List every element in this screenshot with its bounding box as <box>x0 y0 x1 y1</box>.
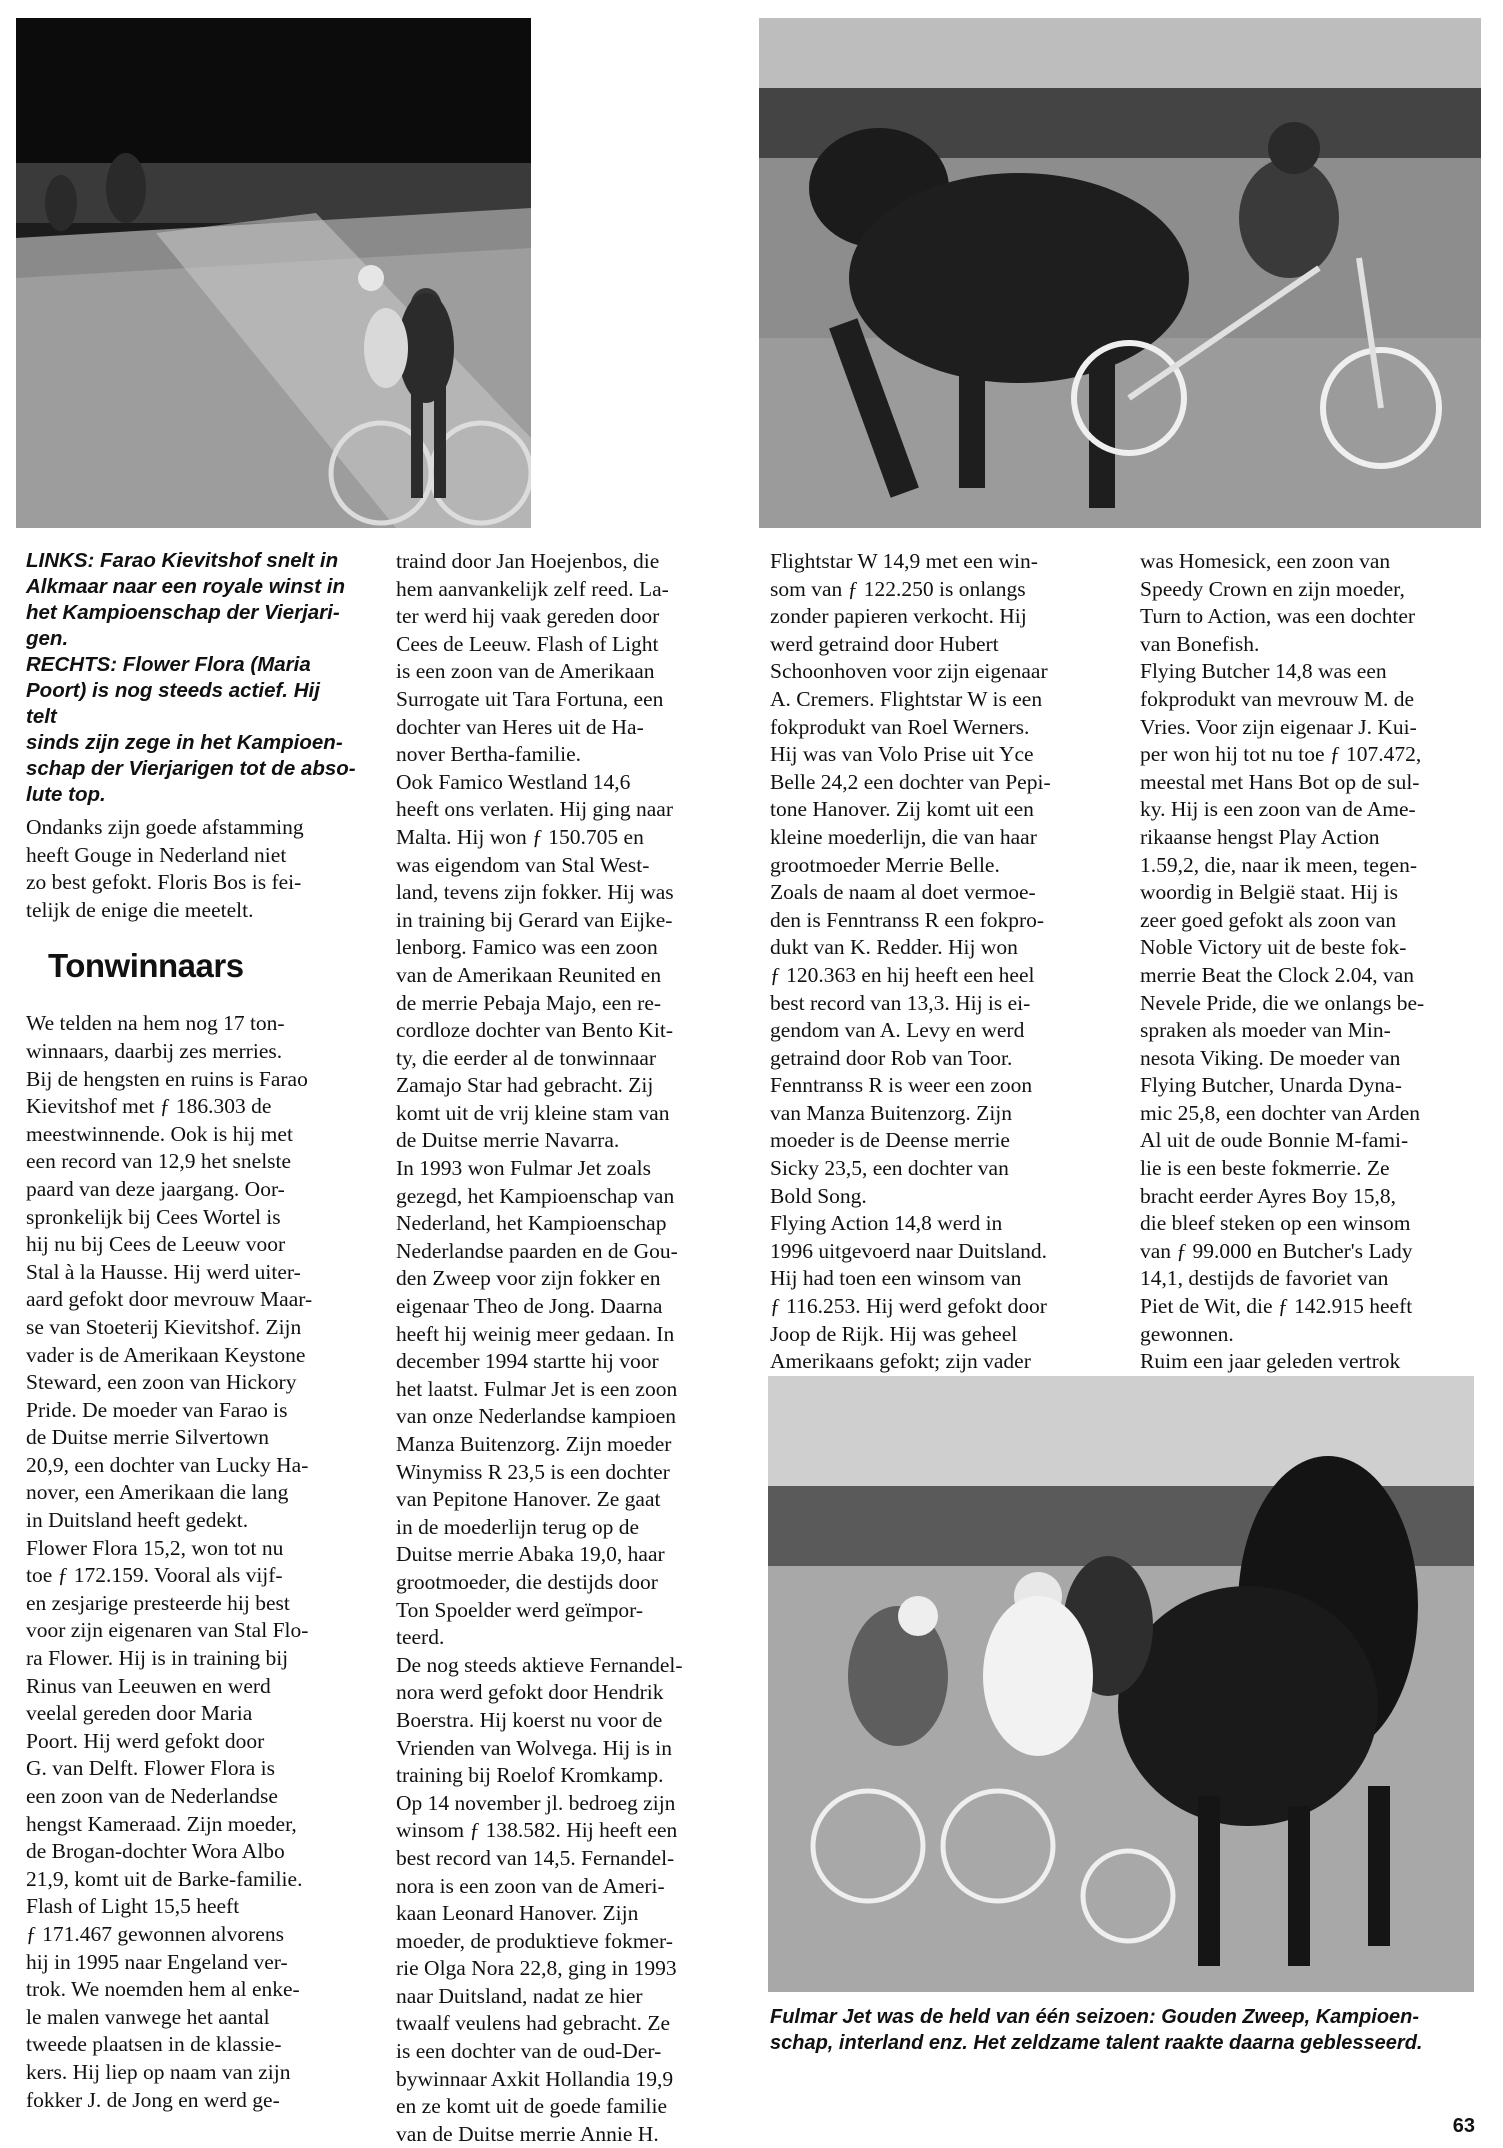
text-line: van Bonefish. <box>1140 631 1260 656</box>
text-line: een zoon van de Nederlandse <box>26 1784 278 1808</box>
text-line: was Homesick, een zoon van <box>1140 549 1391 573</box>
text-line: is een dochter van de oud-Der- <box>396 2039 662 2064</box>
text-line: gezegd, het Kampioenschap van <box>396 1183 675 1208</box>
caption-line: schap der Vierjarigen tot de abso- <box>26 757 356 780</box>
text-line: ty, die eerder al de tonwinnaar <box>396 1045 657 1070</box>
text-line: het laatst. Fulmar Jet is een zoon <box>396 1376 678 1401</box>
caption-line: Alkmaar naar een royale winst in <box>26 575 346 598</box>
text-line: dochter van Heres uit de Ha- <box>396 714 644 739</box>
text-line: per won hij tot nu toe ƒ 107.472, <box>1140 742 1422 767</box>
text-line: Piet de Wit, die ƒ 142.915 heeft <box>1140 1294 1413 1319</box>
text-line: 1.59,2, die, naar ik meen, tegen- <box>1140 852 1418 877</box>
text-line: land, tevens zijn fokker. Hij was <box>396 880 674 905</box>
text-line: de Brogan-dochter Wora Albo <box>26 1839 285 1864</box>
text-line: cordloze dochter van Bento Kit- <box>396 1018 674 1043</box>
text-line: spronkelijk bij Cees Wortel is <box>26 1204 281 1229</box>
text-line: die bleef steken op een winsom <box>1140 1211 1411 1236</box>
text-line: kleine moederlijn, die van haar <box>770 824 1037 849</box>
text-line: A. Cremers. Flightstar W is een <box>770 686 1043 711</box>
text-line: fokprodukt van mevrouw M. de <box>1140 686 1415 711</box>
text-line: ƒ 116.253. Hij werd gefokt door <box>770 1294 1047 1319</box>
text-line: van Pepitone Hanover. Ze gaat <box>396 1487 661 1512</box>
text-line: den is Fenntranss R een fokpro- <box>770 907 1045 932</box>
text-line: in training bij Gerard van Eijke- <box>396 907 673 932</box>
text-line: Poort. Hij werd gefokt door <box>26 1728 265 1753</box>
text-line: Hij was van Volo Prise uit Yce <box>770 742 1034 767</box>
text-line: best record van 14,5. Fernandel- <box>396 1845 675 1870</box>
text-line: zo best gefokt. Floris Bos is fei- <box>26 870 302 895</box>
text-line: en ze komt uit de goede familie <box>396 2094 668 2119</box>
text-line: bywinnaar Axkit Hollandia 19,9 <box>396 2066 674 2091</box>
text-line: voor zijn eigenaren van Stal Flo- <box>26 1618 309 1643</box>
text-line: rikaanse hengst Play Action <box>1140 824 1380 849</box>
text-line: bracht eerder Ayres Boy 15,8, <box>1140 1183 1396 1208</box>
text-line: Hij had toen een winsom van <box>770 1266 1022 1291</box>
text-line: Vries. Voor zijn eigenaar J. Kui- <box>1140 714 1417 739</box>
text-line: Boerstra. Hij koerst nu voor de <box>396 1707 663 1732</box>
caption-line: RECHTS: Flower Flora (Maria <box>26 653 311 676</box>
text-line: lenborg. Famico was een zoon <box>396 935 658 960</box>
text-line: Fenntranss R is weer een zoon <box>770 1073 1033 1098</box>
text-line: Noble Victory uit de beste fok- <box>1140 935 1407 960</box>
text-line: Op 14 november jl. bedroeg zijn <box>396 1790 676 1815</box>
text-line: meestwinnende. Ook is hij met <box>26 1121 293 1146</box>
text-line: gendom van A. Levy en werd <box>770 1018 1025 1043</box>
text-line: van ƒ 99.000 en Butcher's Lady <box>1140 1238 1413 1263</box>
text-line: merrie Beat the Clock 2.04, van <box>1140 962 1415 987</box>
text-line: tone Hanover. Zij komt uit een <box>770 797 1034 822</box>
text-line: 20,9, een dochter van Lucky Ha- <box>26 1452 309 1477</box>
text-line: Flying Butcher, Unarda Dyna- <box>1140 1073 1402 1098</box>
text-line: grootmoeder Merrie Belle. <box>770 852 1000 877</box>
text-line: hij in 1995 naar Engeland ver- <box>26 1949 288 1974</box>
text-line: meestal met Hans Bot op de sul- <box>1140 769 1420 794</box>
caption-line: schap, interland enz. Het zeldzame talent raakte daarna geblesseerd. <box>770 2032 1423 2054</box>
text-line: Ruim een jaar geleden vertrok <box>1140 1349 1401 1374</box>
text-line: training bij Roelof Kromkamp. <box>396 1763 664 1788</box>
text-line: nora werd gefokt door Hendrik <box>396 1680 664 1705</box>
photo-flower-flora <box>759 18 1481 528</box>
photo-caption-bottom <box>770 2004 1490 2056</box>
text-line: 1996 uitgevoerd naar Duitsland. <box>770 1238 1048 1263</box>
text-line: Steward, een zoon van Hickory <box>26 1370 297 1395</box>
text-line: Pride. De moeder van Farao is <box>26 1397 288 1422</box>
body-text <box>26 1010 356 2114</box>
caption-line: lute top. <box>26 783 106 806</box>
text-line: Zoals de naam al doet vermoe- <box>770 880 1036 905</box>
text-line: ky. Hij is een zoon van de Ame- <box>1140 797 1416 822</box>
text-line: lie is een beste fokmerrie. Ze <box>1140 1156 1390 1181</box>
text-line: Joop de Rijk. Hij was geheel <box>770 1321 1018 1346</box>
text-line: paard van deze jaargang. Oor- <box>26 1176 285 1201</box>
text-line: se van Stoeterij Kievitshof. Zijn <box>26 1314 302 1339</box>
text-line: Flightstar W 14,9 met een win- <box>770 549 1038 573</box>
text-line: van de Amerikaan Reunited en <box>396 962 662 987</box>
text-line: de merrie Pebaja Majo, een re- <box>396 990 662 1015</box>
text-line: 14,1, destijds de favoriet van <box>1140 1266 1389 1291</box>
text-line: winsom ƒ 138.582. Hij heeft een <box>396 1818 678 1843</box>
text-line: dukt van K. Redder. Hij won <box>770 935 1018 960</box>
text-line: in Duitsland heeft gedekt. <box>26 1508 249 1533</box>
text-line: Cees de Leeuw. Flash of Light <box>396 631 659 656</box>
text-line: Flash of Light 15,5 heeft <box>26 1894 240 1919</box>
text-line: de Duitse merrie Navarra. <box>396 1128 620 1153</box>
text-line: Turn to Action, was een dochter <box>1140 604 1416 629</box>
page-number: 63 <box>1452 2115 1475 2137</box>
harness-race-field-photo-icon <box>768 1376 1474 1992</box>
text-line: gewonnen. <box>1140 1321 1234 1346</box>
text-line: getraind door Rob van Toor. <box>770 1045 1013 1070</box>
text-line: Winymiss R 23,5 is een dochter <box>396 1459 670 1484</box>
text-line: We telden na hem nog 17 ton- <box>26 1011 285 1036</box>
text-line: en zesjarige presteerde hij best <box>26 1590 290 1615</box>
text-line: moeder, de produktieve fokmer- <box>396 1928 673 1953</box>
text-line: Bold Song. <box>770 1183 867 1208</box>
text-line: kers. Hij liep op naam van zijn <box>26 2059 291 2084</box>
text-line: nover, een Amerikaan die lang <box>26 1480 289 1505</box>
text-line: hem aanvankelijk zelf reed. La- <box>396 576 669 601</box>
text-line: nora is een zoon van de Ameri- <box>396 1873 665 1898</box>
text-line: Ton Spoelder werd geïmpor- <box>396 1597 644 1622</box>
text-line: Schoonhoven voor zijn eigenaar <box>770 659 1048 684</box>
text-line: grootmoeder, die destijds door <box>396 1569 658 1594</box>
text-line: ter werd hij vaak gereden door <box>396 604 660 629</box>
text-line: teerd. <box>396 1625 445 1650</box>
caption-line: Fulmar Jet was de held van één seizoen: Gouden Zweep, Kampioen- <box>770 2006 1420 2028</box>
text-line: Belle 24,2 een dochter van Pepi- <box>770 769 1051 794</box>
text-line: een record van 12,9 het snelste <box>26 1149 292 1174</box>
text-line: Flying Action 14,8 werd in <box>770 1211 1003 1236</box>
text-line: nesota Viking. De moeder van <box>1140 1045 1401 1070</box>
text-line: Speedy Crown en zijn moeder, <box>1140 576 1405 601</box>
text-line: hij nu bij Cees de Leeuw voor <box>26 1232 286 1257</box>
text-line: heeft hij weinig meer gedaan. In <box>396 1321 675 1346</box>
text-line: nover Bertha-familie. <box>396 742 582 767</box>
text-line: In 1993 won Fulmar Jet zoals <box>396 1156 651 1181</box>
caption-line: het Kampioenschap der Vierjari- <box>26 601 340 624</box>
text-line: ƒ 171.467 gewonnen alvorens <box>26 1921 284 1946</box>
text-line: is een zoon van de Amerikaan <box>396 659 655 684</box>
text-line: Ondanks zijn goede afstamming <box>26 815 304 839</box>
harness-race-night-photo-icon <box>16 18 531 528</box>
text-line: ƒ 120.363 en hij heeft een heel <box>770 962 1035 987</box>
text-line: spraken als moeder van Min- <box>1140 1018 1391 1043</box>
section-heading: Tonwinnaars <box>48 947 244 985</box>
text-line: was eigendom van Stal West- <box>396 852 650 877</box>
text-line: Duitse merrie Abaka 19,0, haar <box>396 1542 665 1567</box>
text-line: twaalf veulens had gebracht. Ze <box>396 2011 670 2036</box>
text-line: toe ƒ 172.159. Vooral als vijf- <box>26 1563 283 1588</box>
caption-line: Poort) is nog steeds actief. Hij telt <box>26 679 320 728</box>
text-line: van de Duitse merrie Annie H. <box>396 2121 659 2146</box>
text-line: Bij de hengsten en ruins is Farao <box>26 1066 308 1091</box>
text-line: de Duitse merrie Silvertown <box>26 1425 270 1450</box>
article-column-3 <box>770 548 1110 1376</box>
text-line: Amerikaans gefokt; zijn vader <box>770 1349 1031 1374</box>
text-line: zeer goed gefokt als zoon van <box>1140 907 1397 932</box>
text-line: van Manza Buitenzorg. Zijn <box>770 1100 1013 1125</box>
text-line: De nog steeds aktieve Fernandel- <box>396 1652 683 1677</box>
text-line: woordig in België staat. Hij is <box>1140 880 1398 905</box>
text-line: naar Duitsland, nadat ze hier <box>396 1983 643 2008</box>
trotter-with-sulky-photo-icon <box>759 18 1481 528</box>
text-line: traind door Jan Hoejenbos, die <box>396 549 660 573</box>
text-line: heeft Gouge in Nederland niet <box>26 842 287 867</box>
text-line: Nederlandse paarden en de Gou- <box>396 1238 678 1263</box>
text-line: den Zweep voor zijn fokker en <box>396 1266 661 1291</box>
text-line: heeft ons verlaten. Hij ging naar <box>396 797 674 822</box>
photo-farao-kievitshof <box>16 18 531 528</box>
text-line: le malen vanwege het aantal <box>26 2004 270 2029</box>
text-line: Stal à la Hausse. Hij werd uiter- <box>26 1259 301 1284</box>
caption-line: LINKS: Farao Kievitshof snelt in <box>26 549 339 572</box>
text-line: best record van 13,3. Hij is ei- <box>770 990 1031 1015</box>
text-line: telijk de enige die meetelt. <box>26 897 254 922</box>
text-line: hengst Kameraad. Zijn moeder, <box>26 1811 297 1836</box>
caption-line: sinds zijn zege in het Kampioen- <box>26 731 343 754</box>
text-line: veelal gereden door Maria <box>26 1701 253 1726</box>
text-line: Flower Flora 15,2, won tot nu <box>26 1535 284 1560</box>
text-line: december 1994 startte hij voor <box>396 1349 659 1374</box>
intro-paragraph <box>26 814 356 924</box>
text-line: komt uit de vrij kleine stam van <box>396 1100 670 1125</box>
text-line: Malta. Hij won ƒ 150.705 en <box>396 824 644 849</box>
text-line: moeder is de Deense merrie <box>770 1128 1010 1153</box>
text-line: som van ƒ 122.250 is onlangs <box>770 576 1026 601</box>
text-line: Flying Butcher 14,8 was een <box>1140 659 1387 684</box>
text-line: G. van Delft. Flower Flora is <box>26 1756 276 1781</box>
text-line: Manza Buitenzorg. Zijn moeder <box>396 1432 672 1456</box>
text-line: tweede plaatsen in de klassie- <box>26 2032 282 2057</box>
photo-caption-top <box>26 548 356 808</box>
photo-fulmar-jet <box>768 1376 1474 1992</box>
text-line: Vrienden van Wolvega. Hij is in <box>396 1735 673 1760</box>
text-line: Surrogate uit Tara Fortuna, een <box>396 686 664 711</box>
text-line: ra Flower. Hij is in training bij <box>26 1646 289 1671</box>
text-line: Kievitshof met ƒ 186.303 de <box>26 1094 272 1119</box>
text-line: mic 25,8, een dochter van Arden <box>1140 1100 1421 1125</box>
text-line: fokprodukt van Roel Werners. <box>770 714 1030 739</box>
text-line: Nevele Pride, die we onlangs be- <box>1140 990 1425 1015</box>
text-line: eigenaar Theo de Jong. Daarna <box>396 1294 663 1319</box>
text-line: Nederland, het Kampioenschap <box>396 1211 667 1236</box>
text-line: Sicky 23,5, een dochter van <box>770 1156 1009 1181</box>
text-line: Zamajo Star had gebracht. Zij <box>396 1073 654 1098</box>
text-line: kaan Leonard Hanover. Zijn <box>396 1901 639 1926</box>
text-line: rie Olga Nora 22,8, ging in 1993 <box>396 1956 677 1981</box>
text-line: Ook Famico Westland 14,6 <box>396 769 631 794</box>
text-line: zonder papieren verkocht. Hij <box>770 604 1027 629</box>
text-line: werd getraind door Hubert <box>770 631 999 656</box>
article-column-1 <box>26 814 356 2114</box>
text-line: trok. We noemden hem al enke- <box>26 1977 300 2002</box>
text-line: Rinus van Leeuwen en werd <box>26 1673 271 1698</box>
text-line: winnaars, daarbij zes merries. <box>26 1038 283 1063</box>
text-line: 21,9, komt uit de Barke-familie. <box>26 1866 303 1891</box>
article-column-2 <box>396 548 736 2148</box>
article-column-4 <box>1140 548 1485 1376</box>
text-line: vader is de Amerikaan Keystone <box>26 1342 306 1367</box>
text-line: van onze Nederlandse kampioen <box>396 1404 676 1429</box>
text-line: aard gefokt door mevrouw Maar- <box>26 1287 313 1312</box>
caption-line: gen. <box>26 627 69 650</box>
text-line: Al uit de oude Bonnie M-fami- <box>1140 1128 1409 1153</box>
text-line: fokker J. de Jong en werd ge- <box>26 2087 280 2112</box>
text-line: in de moederlijn terug op de <box>396 1514 639 1539</box>
